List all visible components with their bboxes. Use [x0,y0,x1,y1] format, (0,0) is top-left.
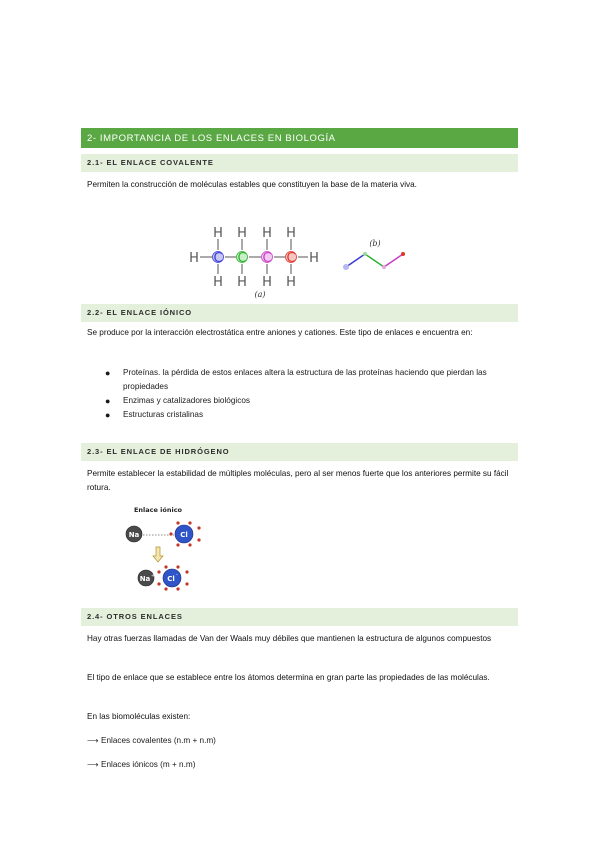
electron-dot [157,582,160,585]
carbon-label: C [286,251,296,266]
skeletal-bond [384,254,403,267]
electron-dot [185,582,188,585]
electron-dot [169,532,172,535]
electron-dot [157,570,160,573]
figure-label-a: (a) [254,290,266,299]
electron-dot [164,565,167,568]
electron-dot [176,587,179,590]
ionic-line: ⟶ Enlaces iónicos (m + n.m) [87,760,196,769]
hydrogen-label: H [237,226,247,241]
electron-dot [197,526,200,529]
hydrogen-label: H [262,275,272,290]
subsection-heading-other: 2.4- OTROS ENLACES [81,608,518,626]
list-item: ● Enzimas y catalizadores biológicos [105,396,250,406]
hydrogen-label: H [213,275,223,290]
electron-dot [185,570,188,573]
sodium-ion-label: Na [139,575,151,583]
covalent-line: ⟶ Enlaces covalentes (n.m + n.m) [87,736,216,745]
chloride-charge: - [176,572,178,578]
ionic-paragraph: Se produce por la interacción electrostática entre aniones y cationes. Este tipo de enlaces e encuentra en: [87,328,473,337]
subsection-heading-hydrogen: 2.3- EL ENLACE DE HIDRÓGENO [81,443,518,461]
electron-dot [176,521,179,524]
skeletal-node [343,264,349,270]
electron-dot [164,587,167,590]
hydrogen-label: H [286,226,296,241]
chloride-ion-label: Cl [167,575,175,583]
electron-dot [197,538,200,541]
carbon-label: C [262,251,272,266]
hydrogen-label: H [309,251,319,266]
figure-label-b: (b) [369,239,381,248]
bullet-icon: ● [105,396,111,406]
carbon-label: C [237,251,247,266]
hydrogen-label: H [237,275,247,290]
section-heading: 2- IMPORTANCIA DE LOS ENLACES EN BIOLOGÍA [81,128,518,148]
subsection-heading-covalent: 2.1- EL ENLACE COVALENTE [81,154,518,172]
properties-paragraph: El tipo de enlace que se establece entre los átomos determina en gran parte las propiedades de las moléculas. [87,673,490,682]
electron-dot [188,521,191,524]
ionic-bond-figure [118,502,218,592]
electron-dot [188,543,191,546]
skeletal-bond [346,254,365,267]
butane-structure-figure [180,222,420,302]
chlorine-label: Cl [180,531,188,539]
hydrogen-label: H [189,251,199,266]
bullet-icon: ● [105,368,111,378]
van-der-waals-paragraph: Hay otras fuerzas llamadas de Van der Waals muy débiles que mantienen la estructura de algunos compuestos [87,634,492,643]
hydrogen-label: H [262,226,272,241]
bullet-icon: ● [105,410,111,420]
carbon-label: C [213,251,223,266]
skeletal-node [382,265,386,269]
figure-caption: Enlace iónico [133,506,183,514]
electron-dot [176,543,179,546]
skeletal-node [363,252,367,256]
ionic-bullet-list [105,366,505,422]
hydrogen-label: H [213,226,223,241]
electron-dot [176,565,179,568]
biomolecules-intro: En las biomoléculas existen: [87,712,191,721]
list-item: ● Estructuras cristalinas [105,410,204,420]
down-arrow-icon [153,547,163,562]
sodium-charge: + [151,573,156,579]
list-item: ● Proteínas. la pérdida de estos enlaces altera la estructura de las proteínas haciendo que pierdan las propiedades [105,368,487,391]
skeletal-node [401,252,405,256]
hydrogen-label: H [286,275,296,290]
subsection-heading-ionic: 2.2- EL ENLACE IÓNICO [81,304,518,322]
covalent-paragraph: Permiten la construcción de moléculas estables que constituyen la base de la materia viva. [87,180,417,189]
hydrogen-paragraph: Permite establecer la estabilidad de múltiples moléculas, pero al ser menos fuerte que los anteriores permite su fácil rotura. [87,469,509,492]
sodium-label: Na [128,531,140,539]
skeletal-bond [365,254,384,267]
